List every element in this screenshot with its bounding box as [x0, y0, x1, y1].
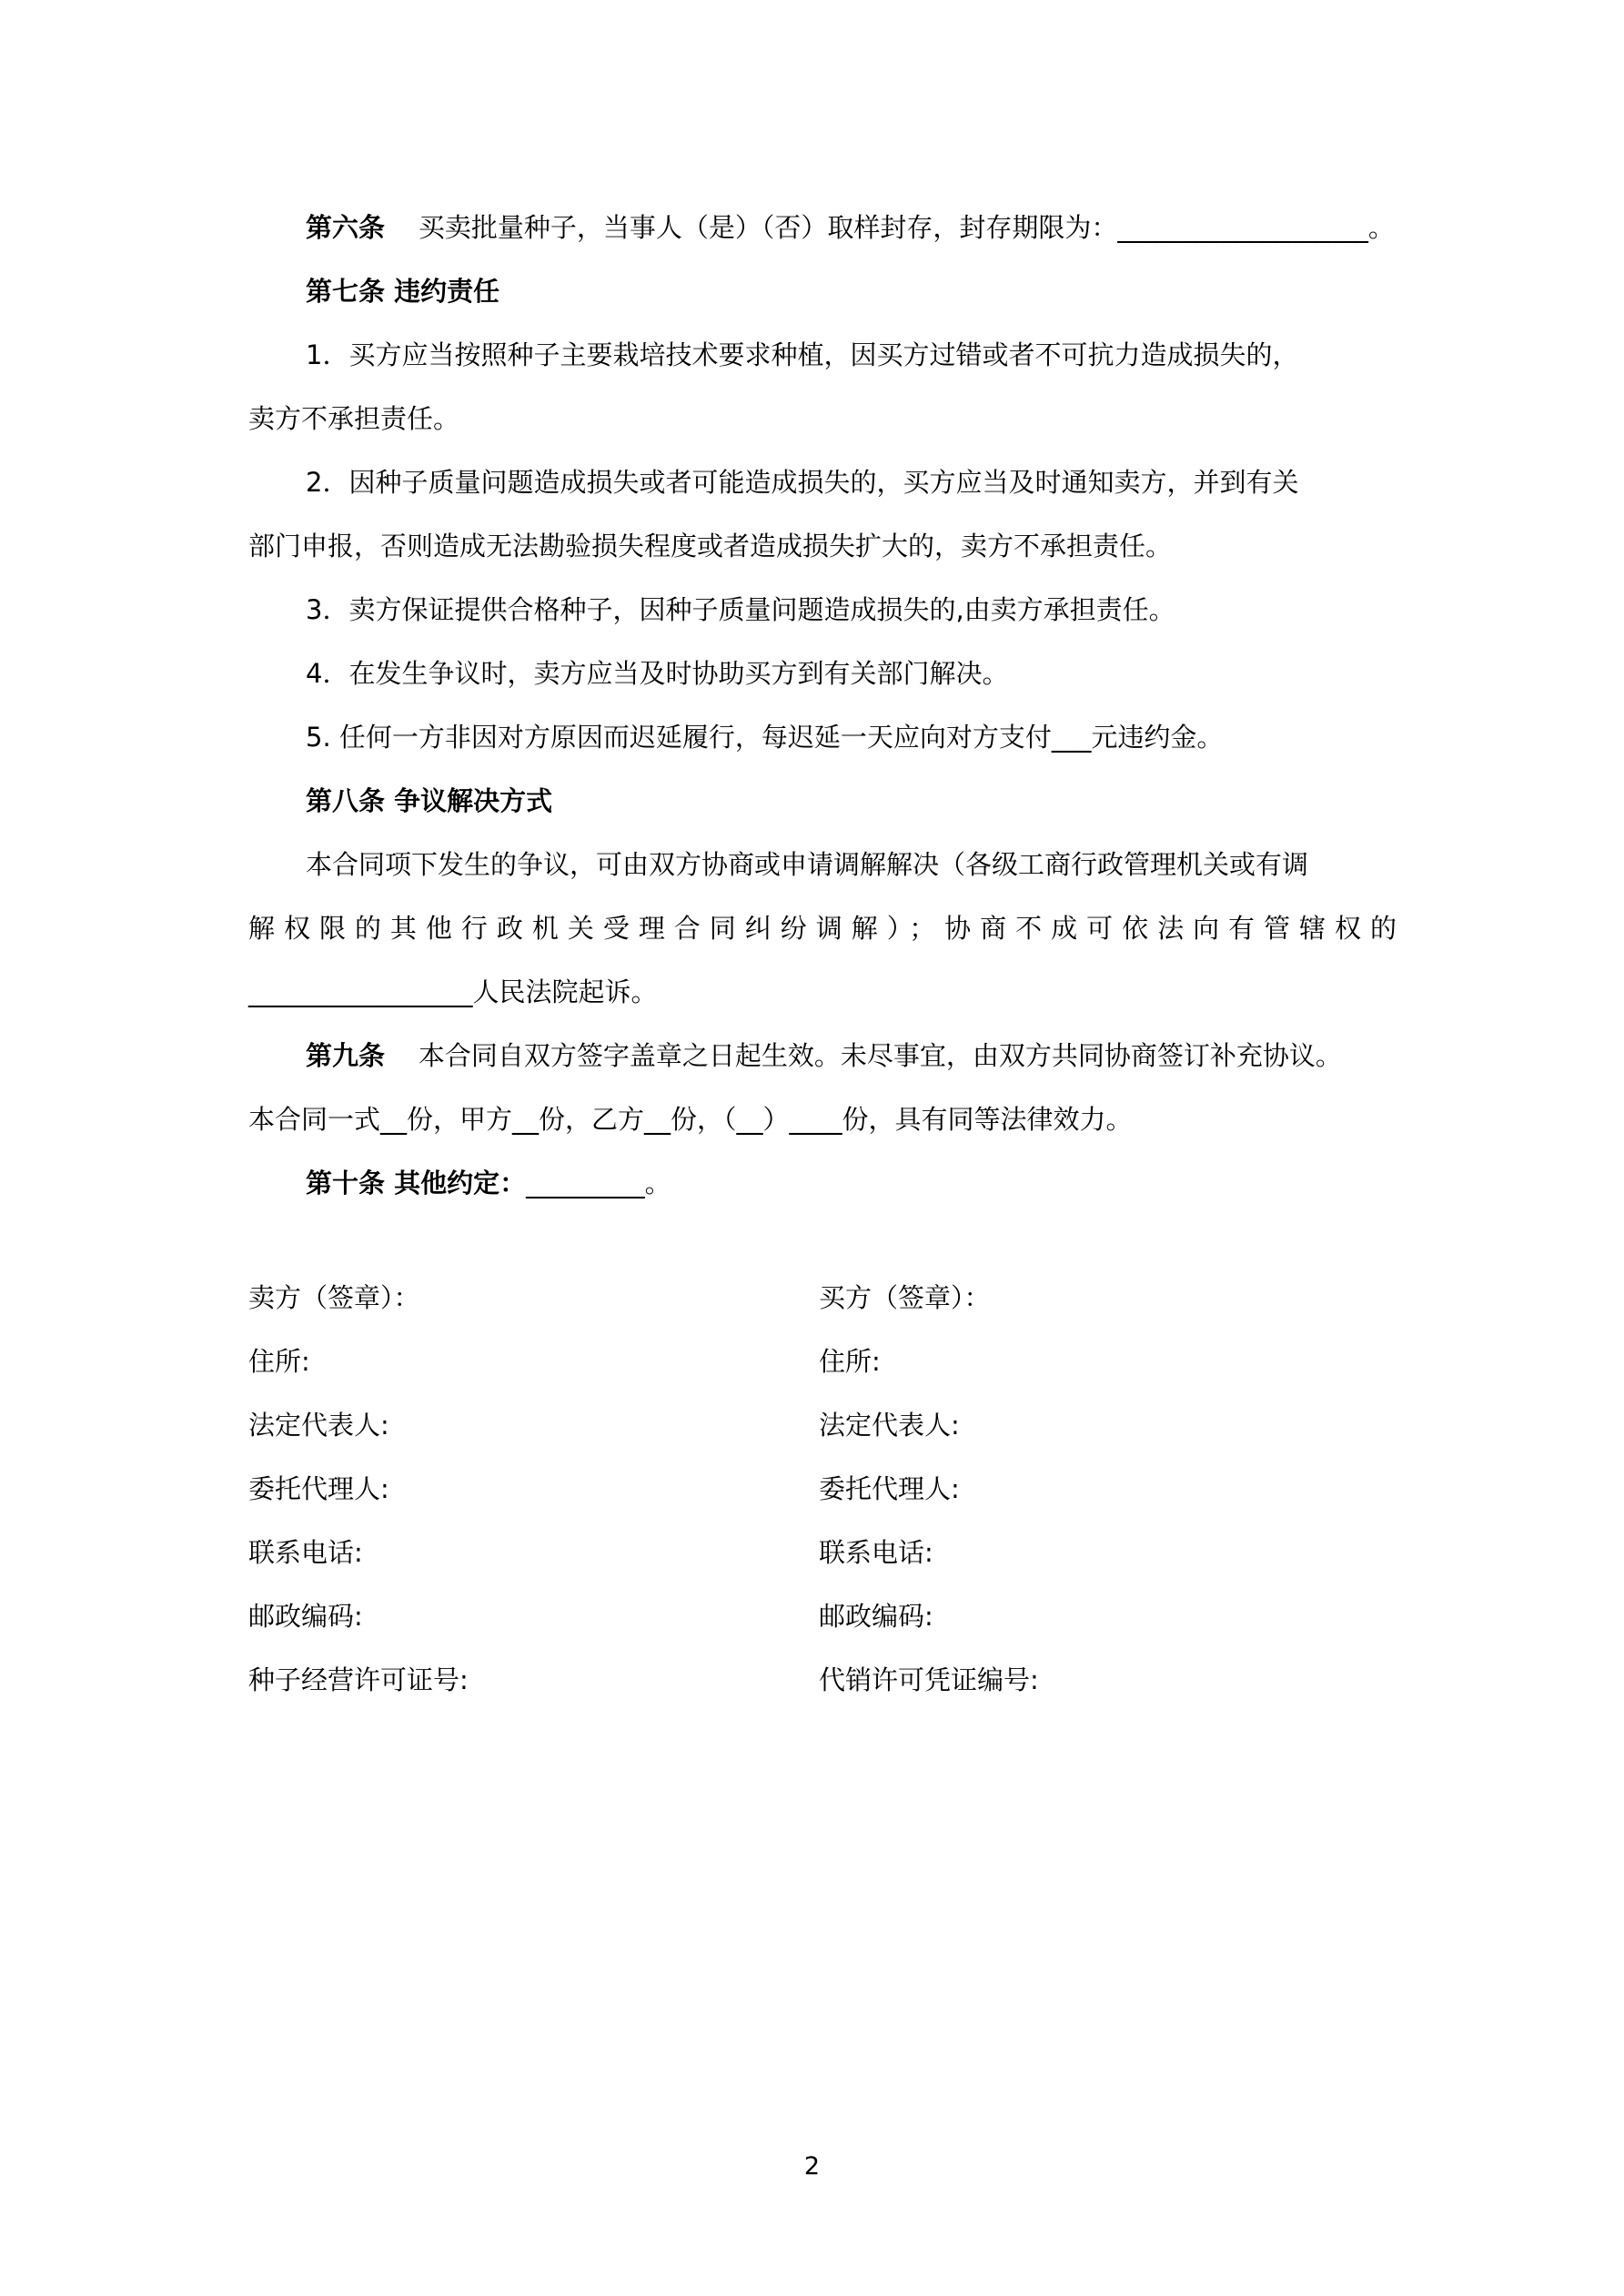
article-8-line-2: 解权限的其他行政机关受理合同纠纷调解）；协商不成可依法向有管辖权的: [248, 913, 1397, 944]
buyer-phone-label: 联系电话:: [819, 1537, 933, 1568]
buyer-postcode-label: 邮政编码:: [819, 1601, 933, 1632]
article-7-item-2-line-1: 2．因种子质量问题造成损失或者可能造成损失的，买方应当及时通知卖方，并到有关: [306, 467, 1299, 498]
article-9-line-2: 本合同一式__份，甲方__份，乙方__份，（__）____份，具有同等法律效力。: [248, 1104, 1133, 1135]
article-10-heading: 第十条 其他约定：: [306, 1168, 527, 1199]
article-8-heading: 第八条 争议解决方式: [306, 785, 553, 816]
buyer-agent-label: 委托代理人:: [819, 1473, 960, 1504]
article-8-line-3: _________________人民法院起诉。: [248, 976, 658, 1007]
article-9-text: 本合同自双方签字盖章之日起生效。未尽事宜，由双方共同协商签订补充协议。: [418, 1040, 1342, 1071]
article-7-item-3: 3．卖方保证提供合格种子，因种子质量问题造成损失的,由卖方承担责任。: [306, 594, 1175, 625]
article-7-item-5: 5. 任何一方非因对方原因而迟延履行，每迟延一天应向对方支付___元违约金。: [306, 722, 1224, 753]
article-7-item-4: 4．在发生争议时，卖方应当及时协助买方到有关部门解决。: [306, 658, 1009, 689]
buyer-license-label: 代销许可凭证编号:: [819, 1664, 1039, 1695]
article-7-item-1-line-1: 1．买方应当按照种子主要栽培技术要求种植，因买方过错或者不可抗力造成损失的，: [306, 339, 1299, 370]
article-9-heading: 第九条: [306, 1040, 386, 1071]
seller-phone-label: 联系电话:: [248, 1537, 363, 1568]
article-10: [306, 1170, 671, 1197]
page-number: 2: [803, 2152, 821, 2180]
article-8-line-1: 本合同项下发生的争议，可由双方协商或申请调解解决（各级工商行政管理机关或有调: [306, 849, 1309, 880]
seller-address-label: 住所:: [248, 1346, 310, 1377]
seller-license-label: 种子经营许可证号:: [248, 1664, 469, 1695]
seller-legal-rep-label: 法定代表人:: [248, 1410, 389, 1441]
seller-sign-label: 卖方（签章）：: [248, 1282, 420, 1313]
article-7-item-1-line-2: 卖方不承担责任。: [248, 403, 460, 434]
buyer-address-label: 住所:: [819, 1346, 881, 1377]
article-7-item-2-line-2: 部门申报，否则造成无法勘验损失程度或者造成损失扩大的，卖方不承担责任。: [248, 531, 1173, 561]
buyer-sign-label: 买方（签章）：: [819, 1282, 991, 1313]
article-10-blank: _________。: [526, 1168, 671, 1199]
seller-agent-label: 委托代理人:: [248, 1473, 389, 1504]
article-6: [306, 212, 1395, 243]
article-7-heading: 第七条 违约责任: [306, 276, 500, 307]
article-6-heading: 第六条: [306, 212, 386, 243]
article-6-text: 买卖批量种子，当事人（是）（否）取样封存，封存期限为：___________________。: [418, 212, 1395, 243]
seller-postcode-label: 邮政编码:: [248, 1601, 363, 1632]
article-9-line-1: [306, 1040, 1342, 1071]
buyer-legal-rep-label: 法定代表人:: [819, 1410, 960, 1441]
